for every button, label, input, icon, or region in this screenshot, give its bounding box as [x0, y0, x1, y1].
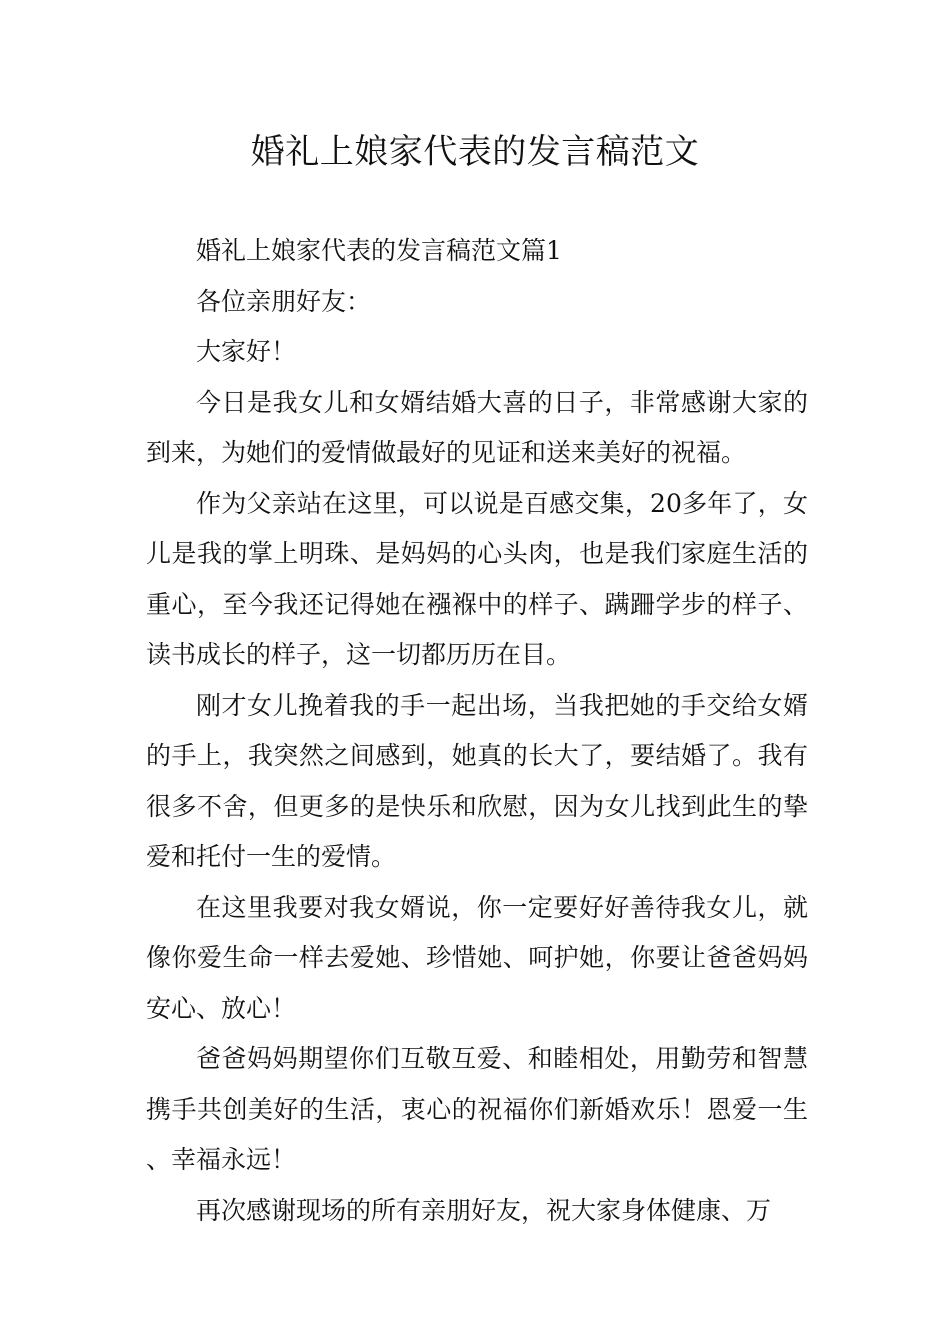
paragraph: 爸爸妈妈期望你们互敬互爱、和睦相处，用勤劳和智慧携手共创美好的生活，衷心的祝福你们新婚欢乐！恩爱一生、幸福永远！	[146, 1044, 808, 1174]
paragraph-salutation: 各位亲朋好友：	[196, 286, 372, 316]
paragraph: 今日是我女儿和女婿结婚大喜的日子，非常感谢大家的到来，为她们的爱情做最好的见证和送来美好的祝福。	[146, 387, 808, 467]
paragraph-section-heading: 婚礼上娘家代表的发言稿范文篇1	[196, 236, 562, 265]
paragraph: 刚才女儿挽着我的手一起出场，当我把她的手交给女婿的手上，我突然之间感到，她真的长大了，要结婚了。我有很多不舍，但更多的是快乐和欣慰，因为女儿找到此生的挚爱和托付一生的爱情。	[146, 690, 808, 871]
document-title: 婚礼上娘家代表的发言稿范文	[250, 132, 700, 172]
paragraph: 在这里我要对我女婿说，你一定要好好善待我女儿，就像你爱生命一样去爱她、珍惜她、呵护她，你要让爸爸妈妈安心、放心！	[146, 892, 808, 1023]
document-body	[146, 226, 808, 1236]
paragraph: 作为父亲站在这里，可以说是百感交集，20多年了，女儿是我的掌上明珠、是妈妈的心头肉，也是我们家庭生活的重心，至今我还记得她在襁褓中的样子、蹒跚学步的样子、读书成长的样子，这一切都历历在目。	[146, 488, 808, 669]
paragraph-greeting: 大家好！	[196, 337, 297, 366]
paragraph: 再次感谢现场的所有亲朋好友，祝大家身体健康、万	[196, 1195, 772, 1225]
